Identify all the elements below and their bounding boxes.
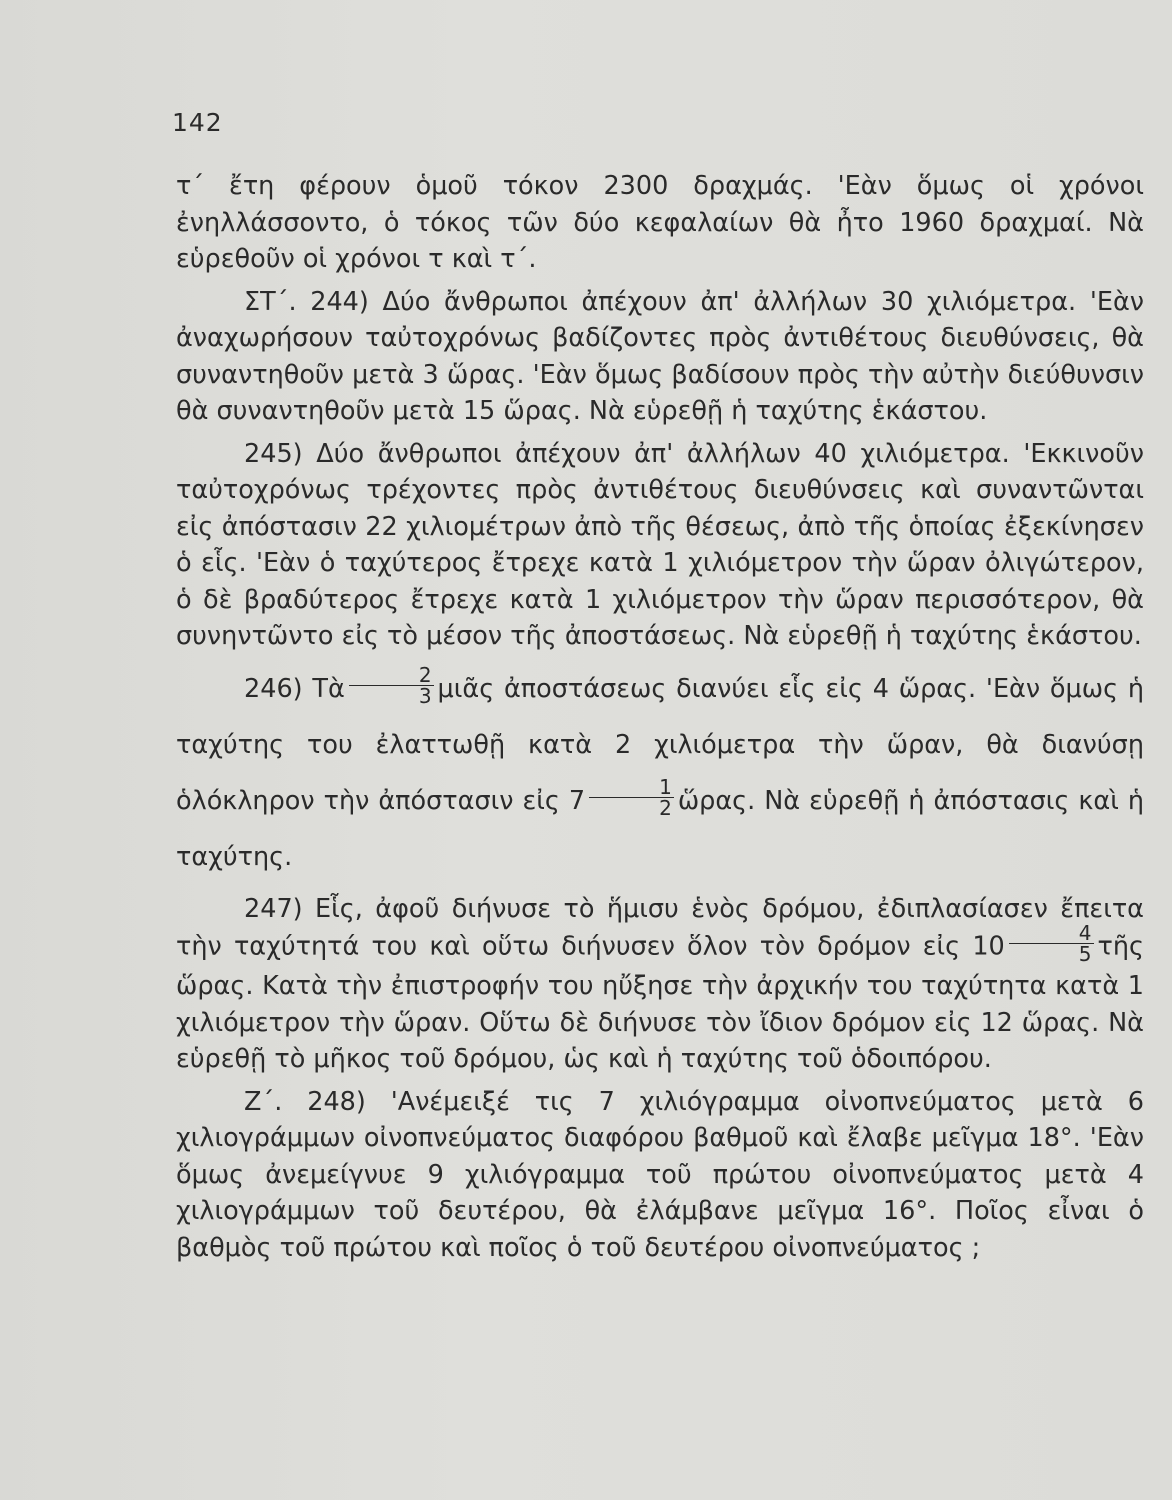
- page-text: [176, 168, 1144, 1266]
- problem-246-text-b: μιᾶς ἀποστάσεως διανύει εἷς εἰς 4 ὥρας. 'Εὰν ὅμως ἡ ταχύτης του ἐλαττωθῇ κατὰ 2 χιλιόμετρα τὴν ὥραν, θὰ διανύσῃ ὁλόκληρον τὴν ἀπόστασιν εἰς 7: [176, 673, 1144, 816]
- fraction-one-half: [589, 777, 674, 818]
- paragraph-continuation: τ΄ ἔτη φέρουν ὁμοῦ τόκον 2300 δραχμάς. 'Εὰν ὅμως οἱ χρόνοι ἐνηλλάσσοντο, ὁ τόκος τῶν δύο κεφαλαίων θὰ ἦτο 1960 δραχμαί. Νὰ εὑρεθοῦν οἱ χρόνοι τ καὶ τ΄.: [176, 171, 1144, 274]
- fraction-two-thirds: [349, 665, 434, 706]
- fraction-numerator: 4: [1009, 923, 1094, 944]
- fraction-denominator: 3: [418, 684, 432, 708]
- fraction-four-fifths: [1009, 923, 1094, 964]
- problem-248: Ζ΄. 248) 'Ανέμειξέ τις 7 χιλιόγραμμα οἰνοπνεύματος μετὰ 6 χιλιογράμμων οἰνοπνεύματος διαφόρου βαθμοῦ καὶ ἔλαβε μεῖγμα 18°. 'Εὰν ὅμως ἀνεμείγνυε 9 χιλιόγραμμα τοῦ πρώτου οἰνοπνεύματος μετὰ 4 χιλιογράμμων τοῦ δευτέρου, θὰ ἐλάμβανε μεῖγμα 16°. Ποῖος εἶναι ὁ βαθμὸς τοῦ πρώτου καὶ ποῖος ὁ τοῦ δευτέρου οἰνοπνεύματος ;: [176, 1086, 1144, 1263]
- fraction-numerator: 2: [349, 665, 434, 686]
- problem-245: 245) Δύο ἄνθρωποι ἀπέχουν ἀπ' ἀλλήλων 40 χιλιόμετρα. 'Εκκινοῦν ταὐτοχρόνως τρέχοντες πρὸς ἀντιθέτους διευθύνσεις καὶ συναντῶνται εἰς ἀπόστασιν 22 χιλιομέτρων ἀπὸ τῆς θέσεως, ἀπὸ τῆς ὁποίας ἐξεκίνησεν ὁ εἷς. 'Εὰν ὁ ταχύτερος ἔτρεχε κατὰ 1 χιλιόμετρον τὴν ὥραν ὀλιγώτερον, ὁ δὲ βραδύτερος ἔτρεχε κατὰ 1 χιλιόμετρον τὴν ὥραν περισσότερον, θὰ συνηντῶντο εἰς τὸ μέσον τῆς ἀποστάσεως. Νὰ εὑρεθῇ ἡ ταχύτης ἑκάστου.: [176, 438, 1144, 651]
- problem-246-text-a: 246) Τὰ: [244, 673, 345, 704]
- problem-244: ΣΤ΄. 244) Δύο ἄνθρωποι ἀπέχουν ἀπ' ἀλλήλων 30 χιλιόμετρα. 'Εὰν ἀναχωρήσουν ταὐτοχρόνως βαδίζοντες πρὸς ἀντιθέτους διευθύνσεις, θὰ συναντηθοῦν μετὰ 3 ὥρας. 'Εὰν ὅμως βαδίσουν πρὸς τὴν αὐτὴν διεύθυνσιν θὰ συναντηθοῦν μετὰ 15 ὥρας. Νὰ εὑρεθῇ ἡ ταχύτης ἑκάστου.: [176, 286, 1144, 426]
- fraction-numerator: 1: [589, 777, 674, 798]
- problem-247-text-a: 247) Εἷς, ἀφοῦ διήνυσε τὸ ἥμισυ ἑνὸς δρόμου, ἐδιπλασίασεν ἔπειτα τὴν ταχύτητά του καὶ οὕτω διήνυσεν ὅλον τὸν δρόμον εἰς 10: [176, 893, 1144, 962]
- problem-247: [176, 891, 1144, 1078]
- fraction-denominator: 2: [659, 796, 672, 820]
- problem-246-text-c: ὥρας. Νὰ εὑρεθῇ ἡ ἀπόστασις καὶ ἡ ταχύτης.: [176, 785, 1144, 872]
- page-number: 142: [172, 108, 223, 137]
- fraction-denominator: 5: [1078, 942, 1092, 966]
- problem-246: [176, 661, 1144, 885]
- problem-247-text-b: τῆς ὥρας. Κατὰ τὴν ἐπιστροφήν του ηὔξησε τὴν ἀρχικήν του ταχύτητα κατὰ 1 χιλιόμετρον τὴν ὥραν. Οὕτω δὲ διήνυσε τὸν ἴδιον δρόμον εἰς 12 ὥρας. Νὰ εὑρεθῇ τὸ μῆκος τοῦ δρόμου, ὡς καὶ ἡ ταχύτης τοῦ ὁδοιπόρου.: [176, 931, 1144, 1074]
